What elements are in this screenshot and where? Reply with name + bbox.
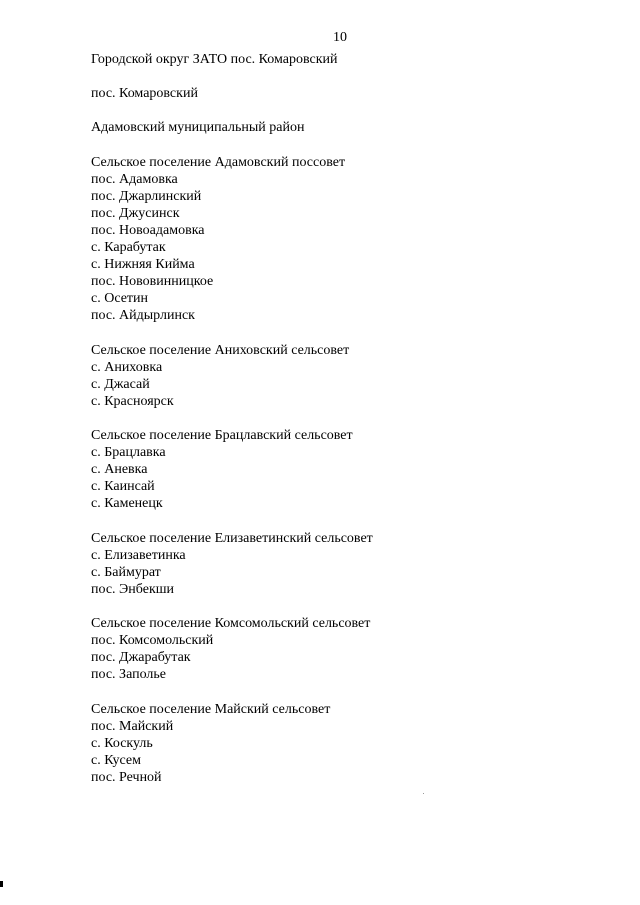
list-item: пос. Майский (91, 718, 174, 734)
list-item: с. Карабутак (91, 240, 166, 256)
settlement-section (91, 598, 373, 683)
list-item: пос. Нововинницкое (91, 274, 214, 290)
section-title: Сельское поселение Аниховский сельсовет (91, 342, 350, 358)
list-item: пос. Джусинск (91, 205, 180, 221)
district-title: Адамовский муниципальный район (91, 120, 305, 136)
list-item: с. Каменецк (91, 496, 163, 512)
list-item: с. Нижняя Кийма (91, 257, 195, 273)
scan-margin-mark (0, 881, 3, 887)
list-item: пос. Джарлинский (91, 188, 202, 204)
list-item: пос. Заполье (91, 667, 166, 683)
list-item: с. Баймурат (91, 564, 161, 580)
settlement-section (91, 325, 373, 410)
settlement-section (91, 513, 373, 598)
section-title: Сельское поселение Брацлавский сельсовет (91, 428, 353, 444)
list-item: пос. Новоадамовка (91, 222, 205, 238)
list-item: пос. Джарабутак (91, 650, 191, 666)
list-item: с. Коскуль (91, 735, 153, 751)
urban-district-settlement: пос. Комаровский (91, 86, 198, 102)
list-item: с. Красноярск (91, 393, 174, 409)
list-item: с. Аневка (91, 462, 148, 478)
list-item: с. Елизаветинка (91, 547, 186, 563)
section-title: Сельское поселение Майский сельсовет (91, 701, 331, 717)
section-title: Сельское поселение Адамовский поссовет (91, 154, 346, 170)
list-item: пос. Речной (91, 769, 162, 785)
settlement-section (91, 136, 373, 324)
list-item: пос. Адамовка (91, 171, 178, 187)
section-title: Сельское поселение Елизаветинский сельсовет (91, 530, 373, 546)
settlement-section (91, 410, 373, 513)
scan-speck (423, 793, 424, 794)
list-item: пос. Комсомольский (91, 633, 214, 649)
urban-district-title: Городской округ ЗАТО пос. Комаровский (91, 52, 338, 67)
settlement-section (91, 683, 373, 786)
document-body (91, 51, 373, 786)
list-item: с. Джасай (91, 376, 150, 392)
list-item: с. Аниховка (91, 359, 163, 375)
list-item: с. Брацлавка (91, 445, 166, 461)
list-item: пос. Энбекши (91, 581, 175, 597)
list-item: пос. Айдырлинск (91, 308, 195, 324)
settlement-section-list (91, 136, 373, 786)
page-number: 10 (333, 30, 347, 45)
list-item: с. Осетин (91, 291, 149, 307)
section-title: Сельское поселение Комсомольский сельсовет (91, 616, 371, 632)
list-item: с. Кусем (91, 752, 141, 768)
list-item: с. Каинсай (91, 479, 155, 495)
